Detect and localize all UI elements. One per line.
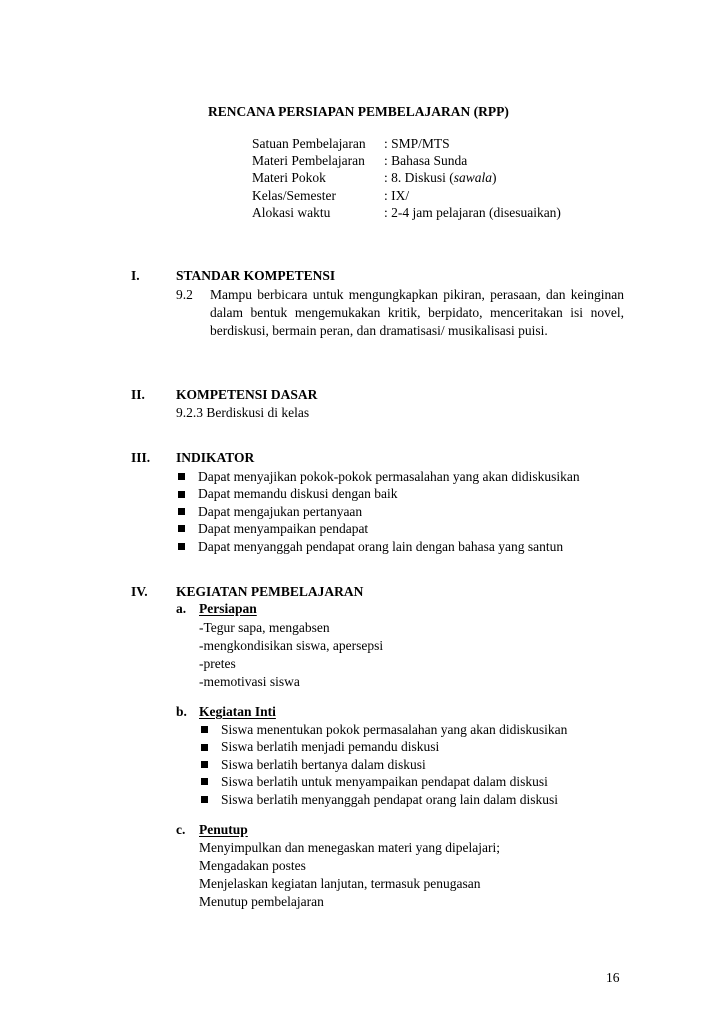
- list-item-text: Dapat memandu diskusi dengan baik: [198, 486, 398, 502]
- list-item: [199, 791, 567, 808]
- list-item-text: Siswa berlatih menjadi pemandu diskusi: [221, 739, 440, 755]
- meta-value: [384, 169, 497, 186]
- list-item-text: Dapat mengajukan pertanyaan: [198, 503, 363, 519]
- subsection-letter: b.: [176, 704, 187, 719]
- list-item-text: Dapat menyampaikan pendapat: [198, 521, 369, 537]
- step-line: Menyimpulkan dan menegaskan materi yang dipelajari;: [199, 840, 501, 855]
- list-item: [199, 738, 567, 755]
- meta-value-italic: sawala: [453, 170, 493, 186]
- meta-key: Materi Pokok: [252, 170, 326, 186]
- meta-row: [252, 135, 561, 152]
- meta-value-suffix: ): [492, 170, 497, 186]
- square-bullet-icon: [178, 543, 185, 550]
- list-item: [176, 468, 580, 485]
- meta-row: [252, 204, 561, 221]
- list-item: [199, 773, 567, 790]
- list-item-text: Dapat menyajikan pokok-pokok permasalahan yang akan didiskusikan: [198, 469, 580, 484]
- preparation-steps: [199, 619, 383, 691]
- basic-competency-item: 9.2.3 Berdiskusi di kelas: [176, 405, 310, 420]
- meta-value: : IX/: [384, 187, 410, 203]
- step-line: -Tegur sapa, mengabsen: [199, 620, 330, 635]
- subsection-title: Kegiatan Inti: [199, 704, 276, 719]
- section-number: II.: [131, 387, 145, 402]
- meta-row: [252, 187, 561, 204]
- competency-item: [176, 286, 624, 340]
- meta-row: [252, 169, 561, 186]
- core-activity-list: [199, 721, 567, 808]
- list-item-text: Dapat menyanggah pendapat orang lain dengan bahasa yang santun: [198, 538, 564, 554]
- step-line: Mengadakan postes: [199, 858, 306, 873]
- section-heading: INDIKATOR: [176, 450, 255, 465]
- meta-value: : Bahasa Sunda: [384, 153, 468, 169]
- subsection-letter: a.: [176, 601, 187, 616]
- meta-key: Kelas/Semester: [252, 187, 336, 203]
- list-item-text: Siswa berlatih bertanya dalam diskusi: [221, 756, 426, 772]
- list-item-text: Siswa berlatih menyanggah pendapat orang lain dalam diskusi: [221, 791, 559, 807]
- list-item: [176, 538, 580, 555]
- list-item: [199, 756, 567, 773]
- meta-row: [252, 152, 561, 169]
- section-number: III.: [131, 450, 151, 465]
- meta-key: Materi Pembelajaran: [252, 153, 365, 169]
- step-line: -mengkondisikan siswa, apersepsi: [199, 638, 384, 653]
- meta-key: Alokasi waktu: [252, 204, 331, 220]
- subsection-title: Persiapan: [199, 601, 257, 616]
- section-number: I.: [131, 268, 140, 283]
- indicator-list: [176, 468, 580, 555]
- meta-value: : SMP/MTS: [384, 136, 450, 151]
- step-line: Menjelaskan kegiatan lanjutan, termasuk penugasan: [199, 876, 481, 891]
- meta-value: : 2-4 jam pelajaran (disesuaikan): [384, 204, 561, 220]
- subsection-title: Penutup: [199, 822, 248, 837]
- step-line: Menutup pembelajaran: [199, 894, 324, 909]
- meta-value-prefix: : 8. Diskusi (: [384, 170, 454, 186]
- square-bullet-icon: [201, 761, 208, 768]
- section-number: IV.: [131, 584, 148, 599]
- square-bullet-icon: [201, 796, 208, 803]
- square-bullet-icon: [178, 508, 185, 515]
- section-heading: STANDAR KOMPETENSI: [176, 268, 336, 283]
- square-bullet-icon: [178, 491, 185, 498]
- list-item: [176, 503, 580, 520]
- document-title: RENCANA PERSIAPAN PEMBELAJARAN (RPP): [208, 104, 509, 119]
- closing-steps: [199, 839, 500, 911]
- square-bullet-icon: [178, 525, 185, 532]
- list-item: [176, 485, 580, 502]
- section-heading: KOMPETENSI DASAR: [176, 387, 318, 402]
- meta-key: Satuan Pembelajaran: [252, 136, 366, 151]
- square-bullet-icon: [201, 778, 208, 785]
- competency-number: 9.2: [176, 287, 193, 302]
- list-item-text: Siswa menentukan pokok permasalahan yang akan didiskusikan: [221, 722, 568, 737]
- list-item: [199, 721, 567, 738]
- square-bullet-icon: [178, 473, 185, 480]
- square-bullet-icon: [201, 726, 208, 733]
- step-line: -memotivasi siswa: [199, 674, 300, 689]
- subsection-letter: c.: [176, 822, 186, 837]
- meta-table: [252, 135, 561, 221]
- list-item: [176, 520, 580, 537]
- step-line: -pretes: [199, 656, 236, 671]
- list-item-text: Siswa berlatih untuk menyampaikan pendapat dalam diskusi: [221, 774, 548, 790]
- competency-text: Mampu berbicara untuk mengungkapkan pikiran, perasaan, dan keinginan dalam bentuk mengemukakan kritik, berpidato, menceritakan isi novel, berdiskusi, bermain peran, dan dramatisasi/ musikalisasi puisi.: [210, 287, 624, 338]
- section-heading: KEGIATAN PEMBELAJARAN: [176, 584, 364, 599]
- page-number: 16: [606, 970, 620, 985]
- square-bullet-icon: [201, 744, 208, 751]
